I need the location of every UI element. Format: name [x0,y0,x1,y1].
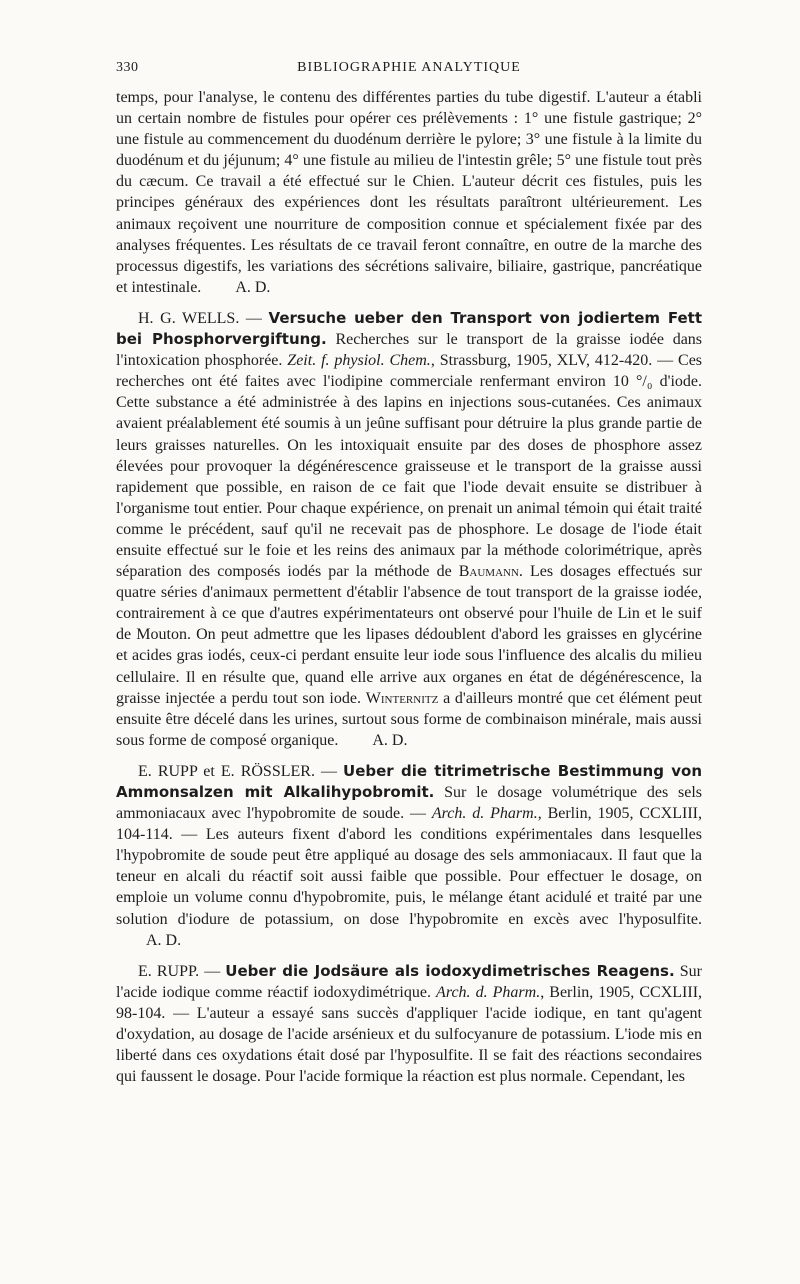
entry-title: Versuche ueber den Transport von jodiertem Fett bei Phosphorvergiftung. [116,308,703,349]
entry-text: . Les dosages effectués sur quatre séries d'animaux permettent d'établir l'absence de tout transport de la graisse iodée, contrairement à ce que d'autres expérimentateurs ont observé pour l'huile de Lin et le suif de Mouton. On peut admettre que les lipases dédoublent d'abord les graisses en glycérine et acides gras iodés, ceux-ci perdant ensuite leur iode sous l'influence des alcalis du milieu cellulaire. Il en résulte que, quand elle arrive aux organes en état de dégénérescence, la graisse injectée a perdu tout son iode. [116,563,702,707]
entry-rupp-rossler [116,761,702,951]
entry-title: Ueber die Jodsäure als iodoxydimetrisches Reagens. [225,961,675,980]
entry-rupp [116,961,702,1088]
entry-continuation [116,87,702,298]
entry-text: , Berlin, 1905, CCXLIII, 98-104. — L'auteur a essayé sans succès d'appliquer l'acide iodique, en tant qu'agent d'oxydation, au dosage de l'acide arsénieux et du sulfocyanure de potassium. L'iode mis en liberté dans ces oxydations était dosé par l'hyposulfite. Il se fait des réactions secondaires qui faussent le dosage. Pour l'acide formique la réaction est plus normale. Cependant, les [116,983,703,1086]
entry-text: , Strassburg, 1905, XLV, 412-420. — Ces recherches ont été faites avec l'iodipine commerciale renfermant environ 10 °/₀ d'iode. Cette substance a été administrée à des lapins en injections sous-cutanées. Ces animaux avaient préalablement été soumis à un jeûne suffisant pour détruire la plus grande partie de leurs graisses naturelles. On les intoxiquait ensuite par des doses de phosphore assez élevées pour provoquer la dégénérescence graisseuse et le transport de la graisse aussi rapidement que possible, en raison de ce fait que l'iode devait ensuite se distribuer à l'organisme tout entier. Pour chaque expérience, on prenait un animal témoin qui était traité comme le précédent, sauf qu'il ne recevait pas de phosphore. Le dosage de l'iode était ensuite effectué sur le foie et les reins des animaux par la méthode colorimétrique, après séparation des composés iodés par la méthode de [116,352,703,581]
entry-wells [116,308,702,751]
page-number: 330 [116,60,139,75]
running-title: BIBLIOGRAPHIE ANALYTIQUE [297,60,521,75]
page-header [116,60,702,80]
page-body [116,87,702,1087]
entry-initials: A. D. [146,931,182,949]
entry-author: E. RUPP. — [138,962,221,980]
entry-cited-name: Winternitz [365,689,439,707]
entry-text: a d'ailleurs montré que cet élément peut ensuite être décelé dans les urines, surtout sous forme de combinaison minérale, mais aussi sous forme de composé organique. [116,689,703,749]
entry-journal: Zeit. f. physiol. Chem. [287,352,431,370]
entry-journal: Arch. d. Pharm. [436,983,541,1001]
entry-text: Sur l'acide iodique comme réactif iodoxydimétrique. [116,962,703,1001]
entry-text: , Berlin, 1905, CCXLIII, 104-114. — Les auteurs fixent d'abord les conditions expérimentales dans lesquelles l'hypobromite de soude peut être appliqué au dosage des sels ammoniacaux. Il faut que la teneur en alcali du réactif soit aussi faible que possible. Pour effectuer le dosage, on emploie un volume connu d'hypobromite, puis, le mélange étant acidulé et traité par une solution d'iodure de potassium, on dose l'hypobromite en excès avec l'hyposulfite. [116,805,702,928]
entry-initials: A. D. [372,731,408,749]
entry-text: Recherches sur le transport de la graisse iodée dans l'intoxication phosphorée. [116,331,703,370]
entry-initials: A. D. [235,278,271,296]
entry-text: Sur le dosage volumétrique des sels ammoniacaux avec l'hypobromite de soude. — [116,784,703,823]
entry-cited-name: Baumann [458,563,519,581]
entry-journal: Arch. d. Pharm. [431,805,538,823]
entry-author: H. G. WELLS. — [138,309,262,327]
entry-author: E. RUPP et E. RÖSSLER. — [138,762,337,780]
entry-title: Ueber die titrimetrische Bestimmung von Ammonsalzen mit Alkalihypobromit. [116,761,702,801]
entry-text: temps, pour l'analyse, le contenu des différentes parties du tube digestif. L'auteur a établi un certain nombre de fistules pour opérer ces prélèvements : 1° une fistule gastrique; 2° une fistule au commencement du duodénum derrière le pylore; 3° une fistule à la limite du duodénum et du jéjunum; 4° une fistule au milieu de l'intestin grêle; 5° une fistule tout près du cæcum. Ce travail a été effectué sur le Chien. L'auteur décrit ces fistules, puis les principes généraux des expériences dont les résultats paraîtront ultérieurement. Les animaux reçoivent une nourriture de composition connue et spécialement fixée par des analyses fréquentes. Les résultats de ce travail feront connaître, en outre de la marche des processus digestifs, les variations des sécrétions salivaire, biliaire, gastrique, pancréatique et intestinale. [116,89,702,296]
